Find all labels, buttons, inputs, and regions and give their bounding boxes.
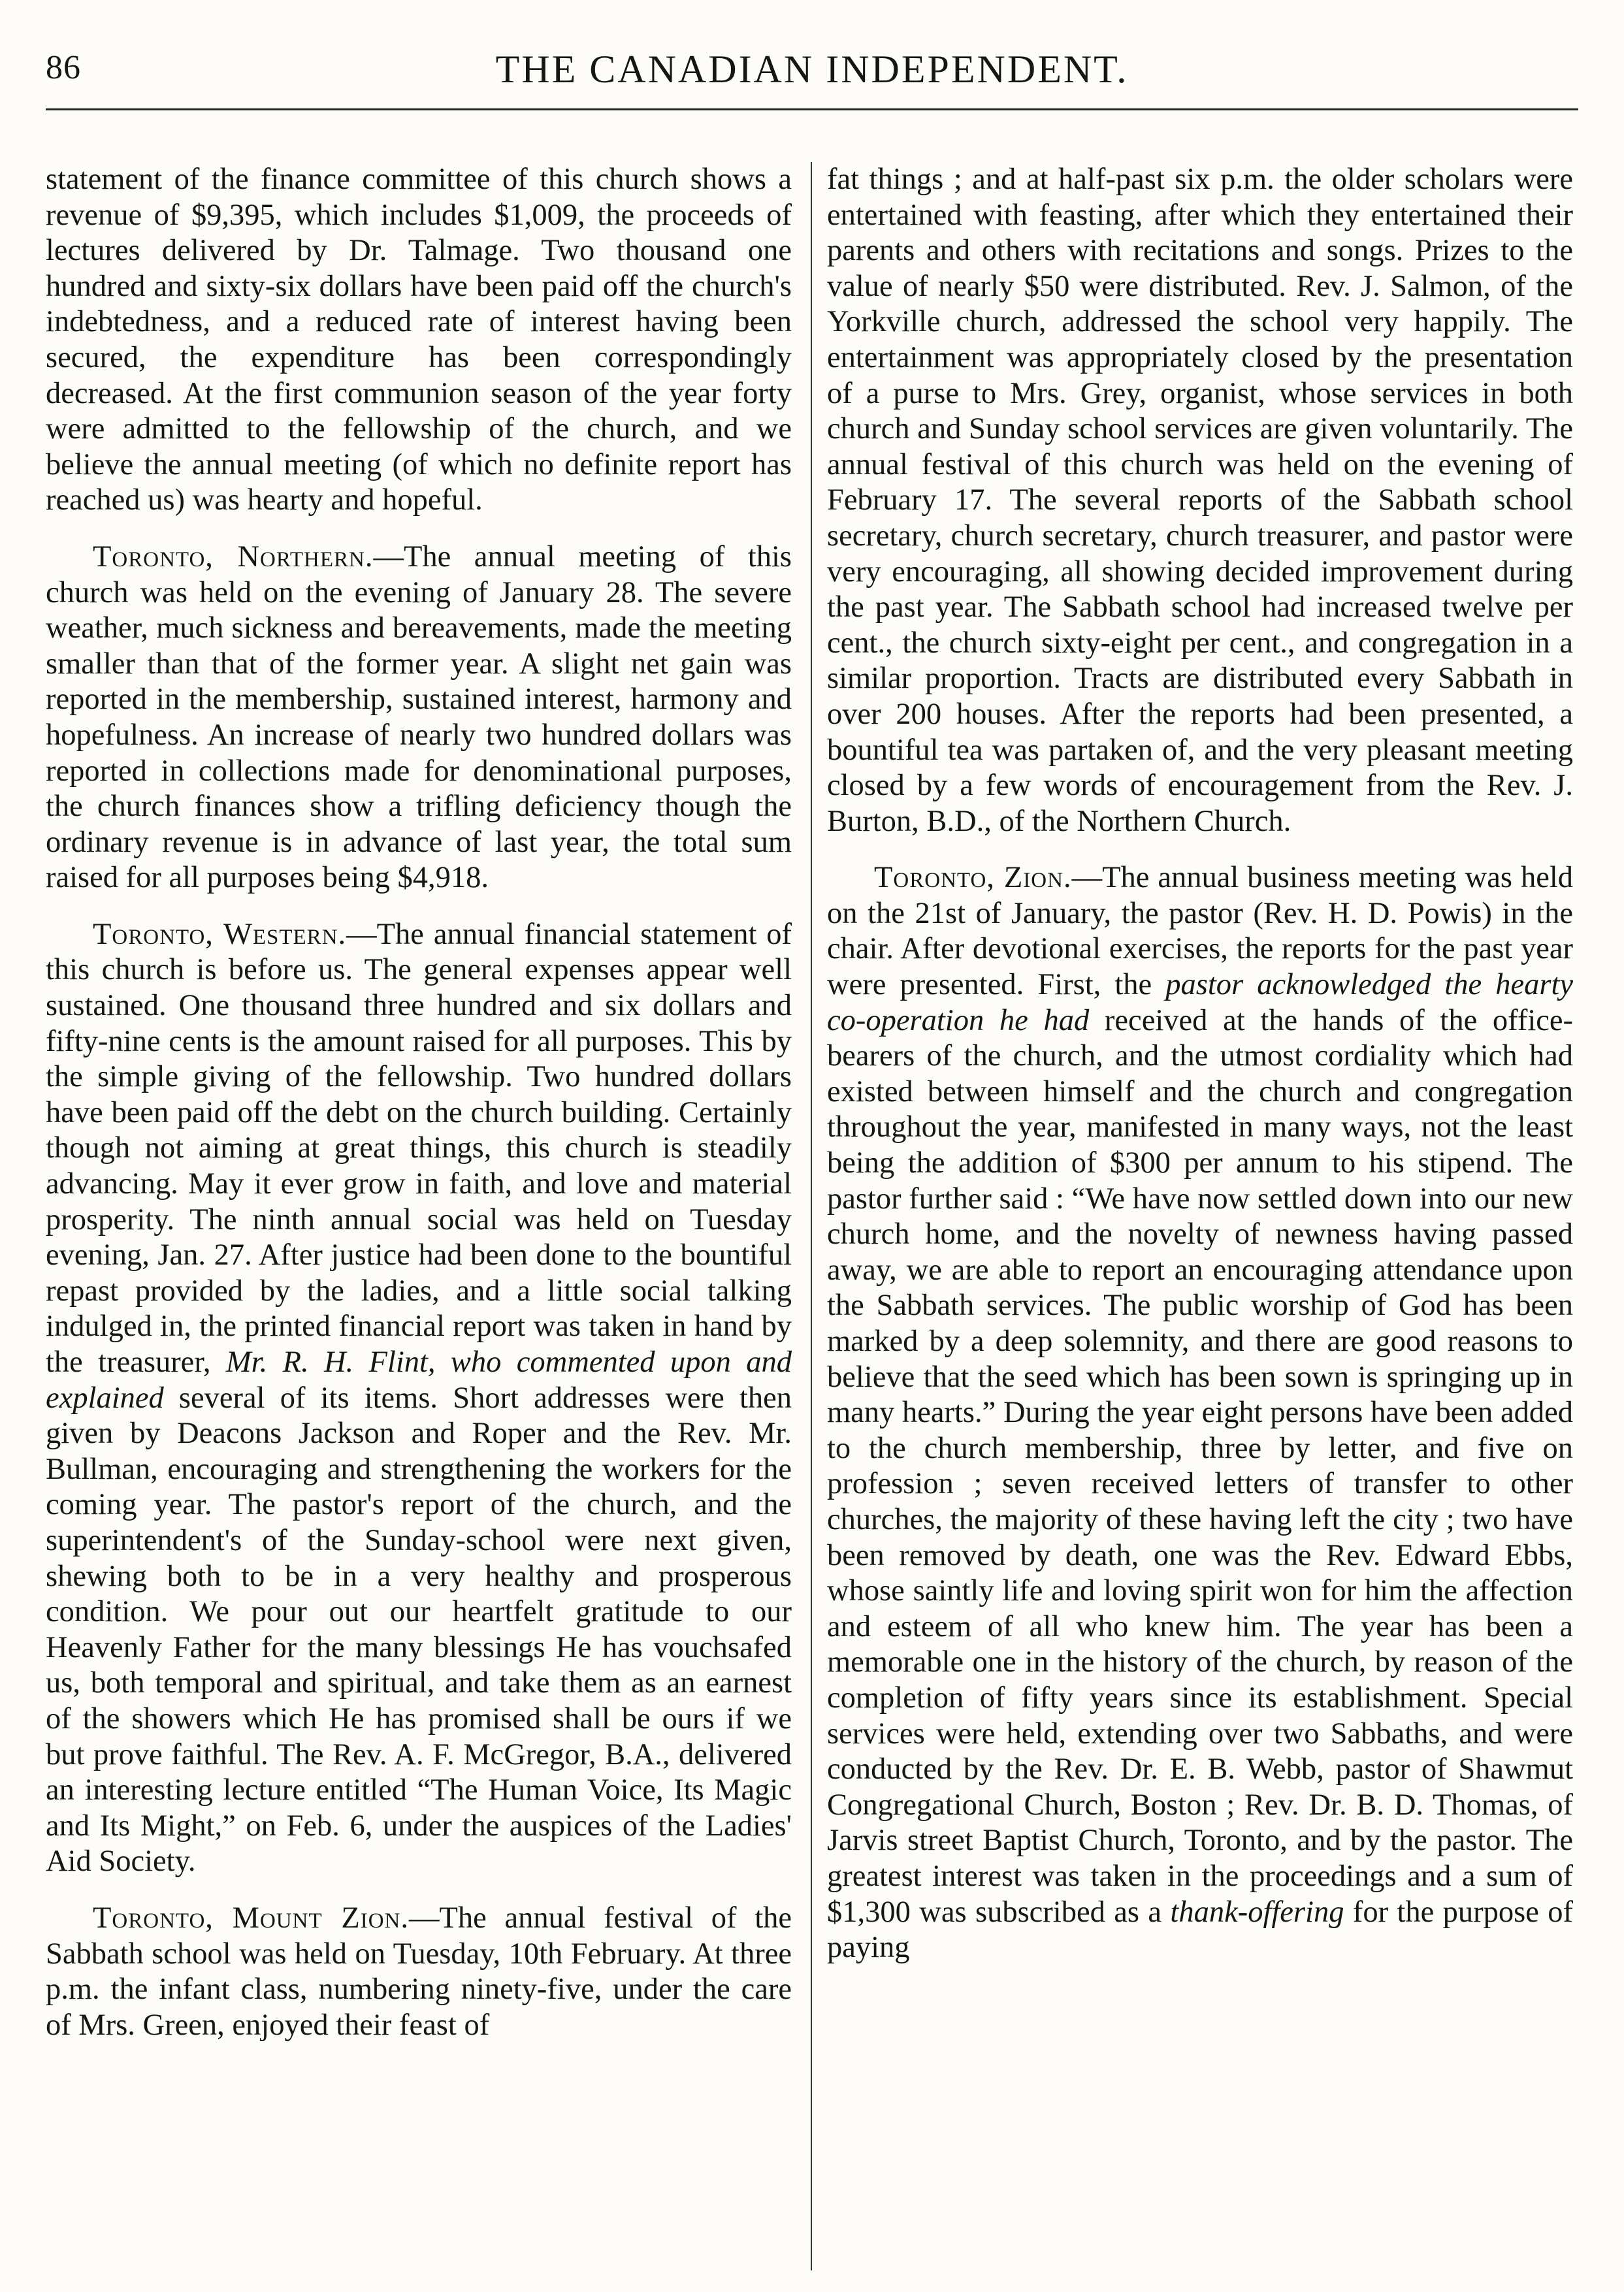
page-number: 86 <box>46 49 81 86</box>
paragraph-mount-zion-continued: fat things ; and at half-past six p.m. the older scholars were entertained with feasting, after which they entertained their parents and others with recitations and songs. Prizes to the value of nearly $50 were distributed. Rev. J. Salmon, of the Yorkville church, addressed the school very happily. The entertainment was appropriately closed by the presentation of a purse to Mrs. Grey, organist, whose services in both church and Sunday school services are given voluntarily. The annual festival of this church was held on the evening of February 17. The several reports of the Sabbath school secretary, church secretary, church treasurer, and pastor were very encouraging, all showing decided improvement during the past year. The Sabbath school had increased twelve per cent., the church sixty-eight per cent., and congregation in a similar proportion. Tracts are distributed every Sabbath in over 200 houses. After the reports had been presented, a bountiful tea was partaken of, and the very pleasant meeting closed by a few words of encouragement from the Rev. J. Burton, B.D., of the Northern Church. <box>827 163 1573 838</box>
paragraph-toronto-mount-zion: Toronto, Mount Zion.—The annual festival of the Sabbath school was held on Tuesday, 10th February. At three p.m. the infant class, numbering ninety-five, under the care of Mrs. Green, enjoyed their feast of <box>46 1901 792 2042</box>
section-heading: Toronto, Northern. <box>93 540 374 573</box>
paragraph-toronto-northern: Toronto, Northern.—The annual meeting of this church was held on the evening of January 28. The severe weather, much sickness and bereavements, made the meeting smaller than that of the former year. A slight net gain was reported in the membership, sustained interest, harmony and hopefulness. An increase of nearly two hundred dollars was reported in collections made for denominational purposes, the church finances show a trifling deficiency though the ordinary revenue is in advance of last year, the total sum raised for all purposes being $4,918. <box>46 540 792 895</box>
paragraph-finance-statement: statement of the finance committee of this church shows a revenue of $9,395, which includes $1,009, the proceeds of lectures delivered by Dr. Talmage. Two thousand one hundred and sixty-six dollars have been paid off the church's indebtedness, and a reduced rate of interest having been secured, the expenditure has been correspondingly decreased. At the first communion season of the year forty were admitted to the fellowship of the church, and we believe the annual meeting (of which no definite report has reached us) was hearty and hopeful. <box>46 163 792 517</box>
page-header <box>46 24 1578 110</box>
left-column <box>46 162 792 2270</box>
running-title: THE CANADIAN INDEPENDENT. <box>495 48 1129 91</box>
treasurer-name: Mr. R. H. Flint, <box>225 1346 436 1379</box>
section-heading: Toronto, Zion. <box>874 861 1072 895</box>
section-heading: Toronto, Mount Zion. <box>93 1901 410 1935</box>
paragraph-toronto-western: Toronto, Western.—The annual financial statement of this church is before us. The general expenses appear well sustained. One thousand three hundred and six dollars and fifty-nine cents is the amount raised for all purposes. This by the simple giving of the fellowship. Two hundred dollars have been paid off the debt on the church building. Certainly though not aiming at great things, this church is steadily advancing. May it ever grow in faith, and love and material prosperity. The ninth annual social was held on Tuesday evening, Jan. 27. After justice had been done to the bountiful repast provided by the ladies, and a little social talking indulged in, the printed financial report was taken in hand by the treasurer, Mr. R. H. Flint, who commented upon and explained several of its items. Short addresses were then given by Deacons Jackson and Roper and the Rev. Mr. Bullman, encouraging and strengthening the workers for the coming year. The pastor's report of the church, and the superintendent's of the Sunday-school were next given, shewing both to be in a very healthy and prosperous condition. We pour out our heartfelt gratitude to our Heavenly Father for the many blessings He has vouchsafed us, both temporal and spiritual, and take them as an earnest of the showers which He has promised shall be ours if we but prove faithful. The Rev. A. F. McGregor, B.A., delivered an interesting lecture entitled “The Human Voice, Its Magic and Its Might,” on Feb. 6, under the auspices of the Ladies' Aid Society. <box>46 917 792 1879</box>
paragraph-toronto-zion: Toronto, Zion.—The annual business meeting was held on the 21st of January, the pastor (Rev. H. D. Powis) in the chair. After devotional exercises, the reports for the past year were presented. First, the pastor acknowledged the hearty co-operation he had received at the hands of the office-bearers of the church, and the utmost cordiality which had existed between himself and the church and congregation throughout the year, manifested in many ways, not the least being the addition of $300 per annum to his stipend. The pastor further said : “We have now settled down into our new church home, and the novelty of newness having passed away, we are able to report an encouraging attendance upon the Sabbath services. The public worship of God has been marked by a deep solemnity, and there are good reasons to believe that the seed which has been sown is springing up in many hearts.” During the year eight persons have been added to the church membership, three by letter, and five on profession ; seven received letters of transfer to other churches, the majority of these having left the city ; two have been removed by death, one was the Rev. Edward Ebbs, whose saintly life and loving spirit won for him the affection and esteem of all who knew him. The year has been a memorable one in the history of the church, by reason of the completion of fifty years since its establishment. Special services were held, extending over two Sabbaths, and were conducted by the Rev. Dr. E. B. Webb, pastor of Shawmut Congregational Church, Boston ; Rev. Dr. B. D. Thomas, of Jarvis street Baptist Church, Toronto, and by the pastor. The greatest interest was taken in the proceedings and a sum of $1,300 was subscribed as a thank-offering for the purpose of paying <box>827 861 1573 1965</box>
right-column <box>827 162 1573 2270</box>
column-divider <box>811 162 812 2270</box>
newspaper-page <box>46 24 1578 2270</box>
section-heading: Toronto, Western. <box>93 917 347 951</box>
